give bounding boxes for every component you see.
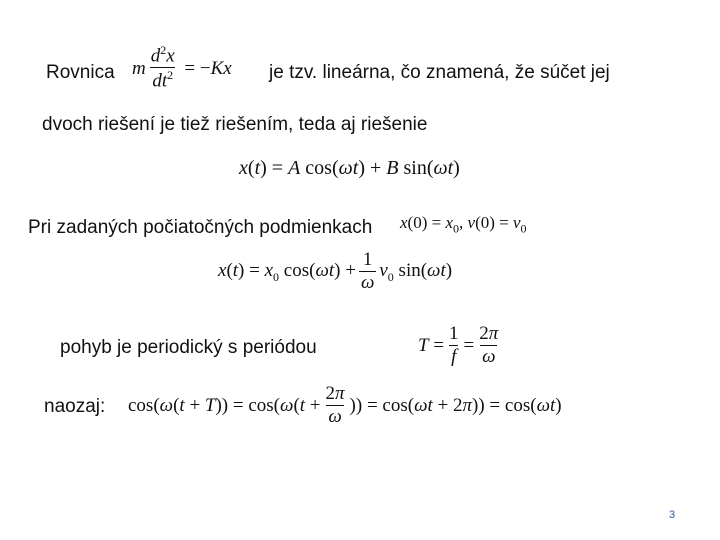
equation-of-motion: m $\frac{d^2x}{dt^2}$ = −Kx bbox=[132, 43, 232, 92]
rovnica-label: Rovnica bbox=[46, 62, 115, 83]
naozaj-label: naozaj: bbox=[44, 396, 106, 417]
linearity-text: je tzv. lineárna, čo znamená, že súčet jej bbox=[269, 62, 610, 83]
period-formula: T = $\frac{1}{f}$ = $\frac{2\pi}{\omega}$ bbox=[418, 323, 499, 367]
period-label: pohyb je periodický s periódou bbox=[60, 337, 317, 358]
particular-solution: $x(t) = x_0$ cos(ωt) + $\frac{1}{\omega}$ $v_0$ sin(ωt) bbox=[218, 249, 453, 293]
initial-conditions: $x(0) = x_0$, $v(0) = v_0$ bbox=[400, 213, 527, 236]
general-solution: x(t) = A cos(ωt) + B sin(ωt) bbox=[239, 157, 460, 179]
page-number: 3 bbox=[669, 509, 676, 521]
initial-conditions-label: Pri zadaných počiatočných podmienkach bbox=[28, 217, 373, 238]
superposition-text: dvoch riešení je tiež riešením, teda aj riešenie bbox=[42, 114, 428, 135]
periodicity-proof: cos(ω(t + T)) = cos(ω(t + $\frac{2\pi}{\omega}$ )) = cos(ωt + 2π)) = cos(ωt) bbox=[128, 383, 562, 427]
